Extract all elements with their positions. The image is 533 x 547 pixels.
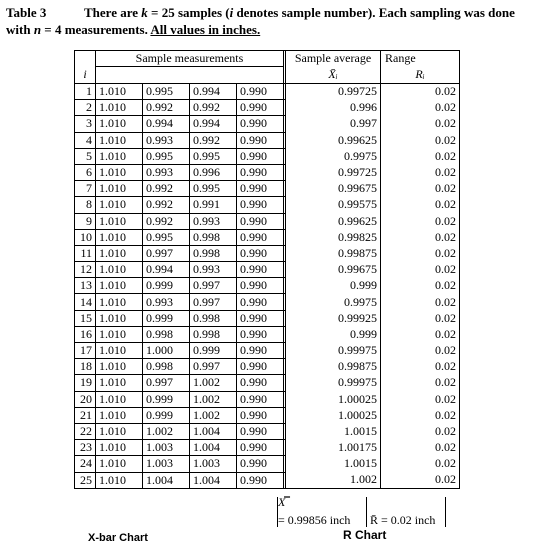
range-cell: 0.02 [381, 262, 460, 278]
sample-number: 21 [75, 407, 96, 423]
sample-number: 2 [75, 100, 96, 116]
measurement-cell: 1.003 [143, 456, 190, 472]
sample-average-cell: 1.0015 [286, 423, 381, 439]
sample-average-cell: 0.99875 [286, 359, 381, 375]
header-sample-measurements: Sample measurements [96, 51, 284, 67]
range-cell: 0.02 [381, 343, 460, 359]
table-row [75, 294, 460, 310]
range-cell: 0.02 [381, 440, 460, 456]
measurement-cell: 0.998 [190, 229, 237, 245]
range-cell: 0.02 [381, 132, 460, 148]
table-row [75, 116, 460, 132]
table-row [75, 391, 460, 407]
sample-number: 15 [75, 310, 96, 326]
measurement-cell: 0.990 [237, 164, 284, 180]
measurement-cell: 0.990 [237, 84, 284, 100]
measurement-cell: 0.993 [190, 213, 237, 229]
measurement-cell: 0.992 [143, 213, 190, 229]
measurement-cell: 0.999 [143, 407, 190, 423]
table-row [75, 197, 460, 213]
measurement-cell: 1.010 [96, 343, 143, 359]
range-cell: 0.02 [381, 148, 460, 164]
measurement-cell: 0.998 [190, 245, 237, 261]
measurement-cell: 1.010 [96, 229, 143, 245]
measurement-cell: 0.995 [190, 181, 237, 197]
measurement-cell: 0.990 [237, 148, 284, 164]
measurement-cell: 0.992 [143, 181, 190, 197]
measurement-cell: 0.990 [237, 132, 284, 148]
sample-average-cell: 1.00175 [286, 440, 381, 456]
measurement-cell: 1.010 [96, 359, 143, 375]
range-cell: 0.02 [381, 456, 460, 472]
measurement-cell: 1.004 [190, 472, 237, 488]
grand-mean-symbol: X̿ [278, 495, 286, 509]
header-sample-average: Sample average [286, 51, 381, 67]
measurement-cell: 1.010 [96, 197, 143, 213]
measurement-cell: 1.010 [96, 294, 143, 310]
range-cell: 0.02 [381, 407, 460, 423]
measurement-cell: 1.010 [96, 213, 143, 229]
measurement-cell: 1.003 [190, 456, 237, 472]
range-cell: 0.02 [381, 391, 460, 407]
measurement-cell: 0.992 [143, 100, 190, 116]
sample-average-cell: 0.99725 [286, 164, 381, 180]
measurement-cell: 0.990 [237, 213, 284, 229]
sample-number: 25 [75, 472, 96, 488]
measurement-cell: 0.990 [237, 375, 284, 391]
measurement-cell: 0.994 [143, 116, 190, 132]
measurement-cell: 1.010 [96, 440, 143, 456]
measurement-cell: 1.010 [96, 456, 143, 472]
measurement-cell: 1.010 [96, 181, 143, 197]
sample-average-cell: 0.999 [286, 326, 381, 342]
range-cell: 0.02 [381, 326, 460, 342]
summary-divider [366, 497, 367, 527]
measurement-cell: 1.010 [96, 278, 143, 294]
sample-average-cell: 0.99875 [286, 245, 381, 261]
sample-number: 10 [75, 229, 96, 245]
table-row [75, 440, 460, 456]
header-row-2 [75, 67, 460, 84]
measurement-cell: 1.010 [96, 116, 143, 132]
sample-number: 3 [75, 116, 96, 132]
measurement-cell: 0.997 [143, 375, 190, 391]
table-row [75, 343, 460, 359]
sample-number: 24 [75, 456, 96, 472]
measurement-cell: 1.010 [96, 100, 143, 116]
range-cell: 0.02 [381, 472, 460, 488]
measurement-cell: 0.999 [190, 343, 237, 359]
table-row [75, 359, 460, 375]
table-row [75, 375, 460, 391]
header-xbar-symbol: X̄ᵢ [286, 67, 381, 84]
measurement-cell: 0.990 [237, 456, 284, 472]
measurement-cell: 0.994 [190, 84, 237, 100]
sample-number: 16 [75, 326, 96, 342]
measurement-cell: 0.992 [143, 197, 190, 213]
range-cell: 0.02 [381, 278, 460, 294]
measurement-cell: 0.998 [143, 326, 190, 342]
measurement-cell: 0.993 [143, 132, 190, 148]
sample-average-cell: 0.99575 [286, 197, 381, 213]
sample-average-cell: 0.99625 [286, 132, 381, 148]
sample-number: 11 [75, 245, 96, 261]
sample-number: 18 [75, 359, 96, 375]
range-cell: 0.02 [381, 359, 460, 375]
sample-number: 9 [75, 213, 96, 229]
sample-average-cell: 0.9975 [286, 294, 381, 310]
sample-number: 20 [75, 391, 96, 407]
units-note: All values in inches. [150, 22, 261, 37]
sample-average-cell: 0.99675 [286, 262, 381, 278]
measurement-cell: 1.010 [96, 84, 143, 100]
measurement-cell: 0.990 [237, 359, 284, 375]
sample-average-cell: 1.00025 [286, 391, 381, 407]
measurement-cell: 1.010 [96, 132, 143, 148]
sample-table-body [75, 51, 460, 489]
caption-line-2: with n = 4 measurements. All values in inches. [6, 22, 261, 37]
measurement-cell: 1.002 [143, 423, 190, 439]
sample-average-cell: 0.99975 [286, 343, 381, 359]
range-cell: 0.02 [381, 245, 460, 261]
range-cell: 0.02 [381, 197, 460, 213]
sample-average-cell: 0.996 [286, 100, 381, 116]
measurement-cell: 1.002 [190, 375, 237, 391]
measurement-cell: 1.010 [96, 472, 143, 488]
table-row [75, 310, 460, 326]
measurement-cell: 0.990 [237, 326, 284, 342]
table-row [75, 100, 460, 116]
measurement-cell: 0.998 [190, 326, 237, 342]
measurement-cell: 1.000 [143, 343, 190, 359]
sample-number: 6 [75, 164, 96, 180]
measurement-cell: 1.004 [190, 423, 237, 439]
measurement-cell: 0.993 [143, 294, 190, 310]
measurement-cell: 1.004 [190, 440, 237, 456]
table-row [75, 229, 460, 245]
sample-number: 22 [75, 423, 96, 439]
measurement-cell: 0.990 [237, 181, 284, 197]
sample-number: 7 [75, 181, 96, 197]
table-row [75, 148, 460, 164]
sample-average-cell: 0.997 [286, 116, 381, 132]
measurement-cell: 0.993 [143, 164, 190, 180]
range-cell: 0.02 [381, 181, 460, 197]
sample-table [74, 50, 460, 489]
range-cell: 0.02 [381, 84, 460, 100]
range-cell: 0.02 [381, 164, 460, 180]
sample-average-cell: 0.99625 [286, 213, 381, 229]
measurement-cell: 0.997 [143, 245, 190, 261]
measurement-cell: 0.990 [237, 391, 284, 407]
sample-average-cell: 0.99725 [286, 84, 381, 100]
range-cell: 0.02 [381, 375, 460, 391]
summary-right-border [445, 497, 446, 527]
measurement-cell: 0.990 [237, 116, 284, 132]
header-row-1 [75, 51, 460, 67]
measurement-cell: 0.995 [190, 148, 237, 164]
measurement-cell: 1.010 [96, 407, 143, 423]
measurement-cell: 0.990 [237, 245, 284, 261]
r-chart-label: R Chart [343, 528, 387, 542]
sample-number: 5 [75, 148, 96, 164]
table-row [75, 407, 460, 423]
measurement-cell: 0.997 [190, 294, 237, 310]
table-row [75, 245, 460, 261]
sample-average-cell: 0.99675 [286, 181, 381, 197]
measurement-cell: 1.003 [143, 440, 190, 456]
measurement-cell: 0.995 [143, 148, 190, 164]
measurement-cell: 0.992 [190, 132, 237, 148]
sample-average-cell: 1.0015 [286, 456, 381, 472]
mean-range-value: R̄ = 0.02 inch [370, 513, 436, 527]
sample-number: 1 [75, 84, 96, 100]
sample-number: 13 [75, 278, 96, 294]
measurement-cell: 0.999 [143, 310, 190, 326]
sample-average-cell: 0.9975 [286, 148, 381, 164]
grand-mean-value: = 0.99856 inch [278, 513, 351, 527]
measurement-cell: 0.998 [143, 359, 190, 375]
table-row [75, 132, 460, 148]
table-row [75, 213, 460, 229]
measurement-cell: 0.990 [237, 229, 284, 245]
sample-average-cell: 0.999 [286, 278, 381, 294]
measurement-cell: 0.995 [143, 229, 190, 245]
range-cell: 0.02 [381, 310, 460, 326]
table-row [75, 278, 460, 294]
measurement-cell: 0.990 [237, 197, 284, 213]
range-cell: 0.02 [381, 116, 460, 132]
sample-average-cell: 0.99975 [286, 375, 381, 391]
table-row [75, 423, 460, 439]
measurement-cell: 1.010 [96, 148, 143, 164]
measurement-cell: 0.990 [237, 100, 284, 116]
sample-average-cell: 0.99925 [286, 310, 381, 326]
header-i-symbol: i [75, 67, 96, 84]
table-row [75, 456, 460, 472]
range-cell: 0.02 [381, 294, 460, 310]
sample-number: 8 [75, 197, 96, 213]
sample-number: 17 [75, 343, 96, 359]
measurement-cell: 1.002 [190, 407, 237, 423]
table-row [75, 164, 460, 180]
measurement-cell: 1.010 [96, 310, 143, 326]
sample-number: 12 [75, 262, 96, 278]
table-label: Table 3 [6, 5, 47, 20]
measurement-cell: 0.994 [190, 116, 237, 132]
range-cell: 0.02 [381, 229, 460, 245]
caption-line-1: Table 3 There are k = 25 samples (i denotes sample number). Each sampling was done [6, 5, 515, 20]
measurement-cell: 0.990 [237, 407, 284, 423]
xbar-chart-label: X-bar Chart [88, 532, 148, 544]
table-caption [6, 4, 526, 38]
measurement-cell: 1.010 [96, 375, 143, 391]
measurement-cell: 1.010 [96, 164, 143, 180]
table-row [75, 326, 460, 342]
measurement-cell: 1.010 [96, 423, 143, 439]
sample-average-cell: 0.99825 [286, 229, 381, 245]
measurement-cell: 1.002 [190, 391, 237, 407]
measurement-cell: 0.990 [237, 423, 284, 439]
measurement-cell: 0.998 [190, 310, 237, 326]
measurement-cell: 0.999 [143, 278, 190, 294]
measurement-cell: 0.992 [190, 100, 237, 116]
header-r-symbol: Rᵢ [381, 67, 460, 84]
measurement-cell: 0.990 [237, 310, 284, 326]
measurement-cell: 0.993 [190, 262, 237, 278]
sample-number: 4 [75, 132, 96, 148]
table-row [75, 181, 460, 197]
sample-average-cell: 1.002 [286, 472, 381, 488]
sample-average-cell: 1.00025 [286, 407, 381, 423]
measurement-cell: 0.991 [190, 197, 237, 213]
measurement-cell: 0.995 [143, 84, 190, 100]
measurement-cell: 0.990 [237, 343, 284, 359]
measurement-cell: 1.010 [96, 245, 143, 261]
range-cell: 0.02 [381, 423, 460, 439]
header-range: Range [381, 51, 460, 67]
measurement-cell: 0.997 [190, 278, 237, 294]
measurement-cell: 0.996 [190, 164, 237, 180]
measurement-cell: 0.990 [237, 278, 284, 294]
sample-number: 19 [75, 375, 96, 391]
range-cell: 0.02 [381, 100, 460, 116]
measurement-cell: 0.997 [190, 359, 237, 375]
measurement-cell: 1.010 [96, 326, 143, 342]
measurement-cell: 1.010 [96, 391, 143, 407]
table-row [75, 262, 460, 278]
table-row [75, 84, 460, 100]
measurement-cell: 1.004 [143, 472, 190, 488]
table-row [75, 472, 460, 488]
measurement-cell: 0.994 [143, 262, 190, 278]
measurement-cell: 0.990 [237, 262, 284, 278]
sample-number: 23 [75, 440, 96, 456]
sample-number: 14 [75, 294, 96, 310]
measurement-cell: 1.010 [96, 262, 143, 278]
range-cell: 0.02 [381, 213, 460, 229]
measurement-cell: 0.999 [143, 391, 190, 407]
measurement-cell: 0.990 [237, 472, 284, 488]
measurement-cell: 0.990 [237, 440, 284, 456]
measurement-cell: 0.990 [237, 294, 284, 310]
